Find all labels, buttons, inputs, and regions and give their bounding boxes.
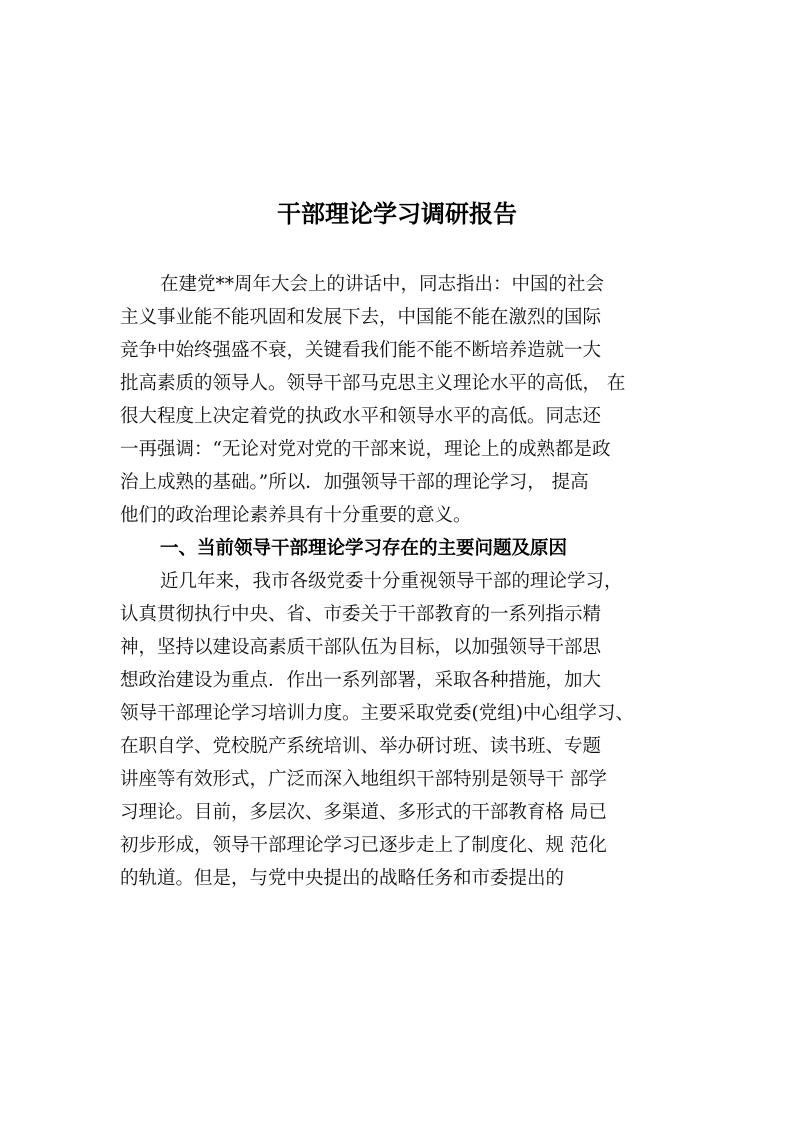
paragraph-line: 领导干部理论学习培训力度。主要采取党委(党组)中心组学习、 — [120, 703, 634, 724]
paragraph-line: 初步形成，领导干部理论学习已逐步走上了制度化、规 范化 — [120, 835, 607, 856]
document-title: 干部理论学习调研报告 — [277, 200, 517, 228]
paragraph-line: 一再强调：“无论对党对党的干部来说，理论上的成熟都是政 — [120, 439, 611, 460]
paragraph-line: 近几年来，我市各级党委十分重视领导干部的理论学习， — [160, 571, 623, 592]
paragraph-line: 治上成熟的基础。”所以．加强领导干部的理论学习， 提高 — [120, 472, 589, 493]
paragraph-line: 讲座等有效形式，广泛而深入地组织干部特别是领导干 部学 — [120, 769, 607, 790]
paragraph-line: 想政治建设为重点．作出一系列部署，采取各种措施，加大 — [120, 670, 602, 691]
paragraph-line: 主义事业能不能巩固和发展下去，中国能不能在激烈的国际 — [120, 307, 602, 328]
paragraph-line: 神，坚持以建设高素质干部队伍为目标，以加强领导干部思 — [120, 637, 602, 658]
paragraph-line: 批高素质的领导人。领导干部马克思主义理论水平的高低， 在 — [120, 373, 626, 394]
paragraph-line: 在职自学、党校脱产系统培训、举办研讨班、读书班、专题 — [120, 736, 602, 757]
paragraph-line: 竞争中始终强盛不衰，关键看我们能不能不断培养造就一大 — [120, 340, 602, 361]
paragraph-line: 的轨道。但是，与党中央提出的战略任务和市委提出的 — [120, 868, 565, 889]
paragraph-line: 习理论。目前，多层次、多渠道、多形式的干部教育格 局已 — [120, 802, 607, 823]
section-heading: 一、当前领导干部理论学习存在的主要问题及原因 — [160, 538, 568, 559]
paragraph-line: 在建党**周年大会上的讲话中，同志指出：中国的社会 — [160, 274, 605, 295]
paragraph-line: 他们的政治理论素养具有十分重要的意义。 — [120, 505, 472, 526]
paragraph-line: 很大程度上决定着党的执政水平和领导水平的高低。同志还 — [120, 406, 602, 427]
paragraph-line: 认真贯彻执行中央、省、市委关于干部教育的一系列指示精 — [120, 604, 602, 625]
